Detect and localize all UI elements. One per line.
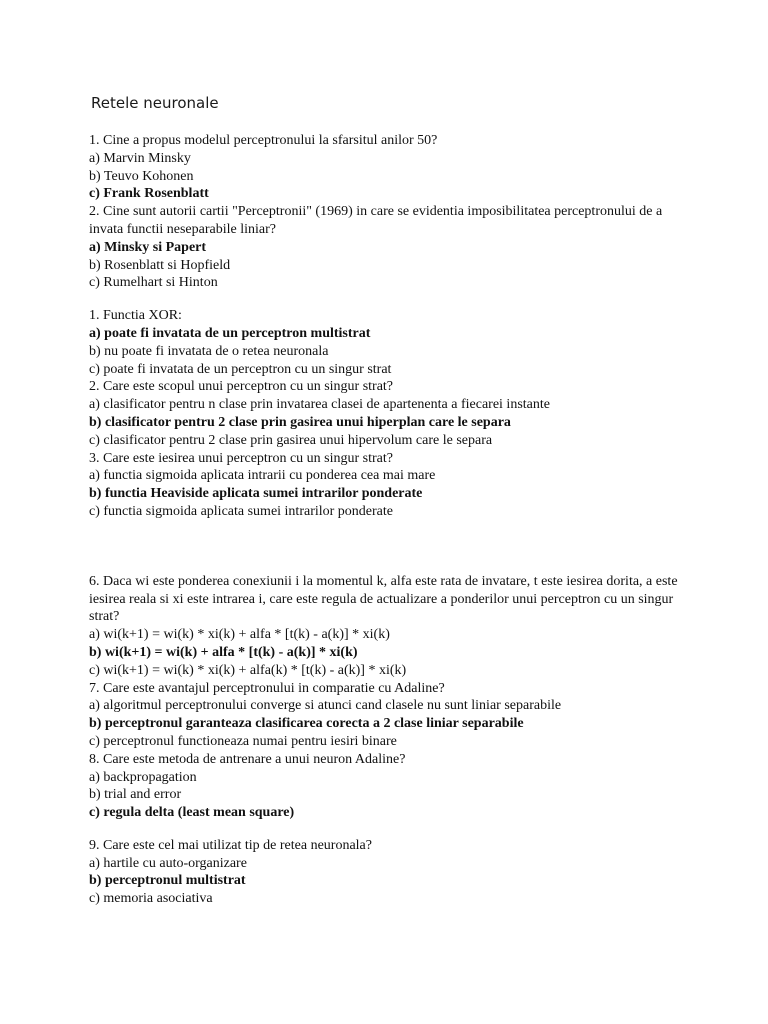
correct-answer-option: c) regula delta (least mean square) — [89, 805, 295, 821]
correct-answer-option: b) wi(k+1) = wi(k) + alfa * [t(k) - a(k)] * xi(k) — [89, 644, 358, 660]
answer-option: a) backpropagation — [89, 769, 197, 785]
answer-option: c) memoria asociativa — [89, 891, 213, 907]
correct-answer-option: a) poate fi invatata de un perceptron multistrat — [89, 325, 371, 341]
question-group — [89, 573, 689, 822]
spacer — [89, 822, 689, 837]
question-group — [89, 307, 689, 521]
correct-answer-option: c) Frank Rosenblatt — [89, 186, 209, 202]
answer-option: c) Rumelhart si Hinton — [89, 275, 218, 291]
answer-option: a) functia sigmoida aplicata intrarii cu ponderea cea mai mare — [89, 468, 436, 484]
question-group — [89, 837, 689, 908]
answer-option: b) nu poate fi invatata de o retea neuronala — [89, 343, 329, 359]
question-text: 9. Care este cel mai utilizat tip de retea neuronala? — [89, 837, 372, 853]
answer-option: c) poate fi invatata de un perceptron cu un singur strat — [89, 361, 392, 377]
correct-answer-option: b) perceptronul multistrat — [89, 873, 246, 889]
question-text: 3. Care este iesirea unui perceptron cu un singur strat? — [89, 450, 394, 466]
answer-option: c) wi(k+1) = wi(k) * xi(k) + alfa(k) * [t(k) - a(k)] * xi(k) — [89, 662, 407, 678]
answer-option: b) trial and error — [89, 787, 182, 803]
question-text: 7. Care este avantajul perceptronului in comparatie cu Adaline? — [89, 680, 445, 696]
answer-option: a) Marvin Minsky — [89, 150, 191, 166]
question-group — [89, 132, 689, 292]
correct-answer-option: b) perceptronul garanteaza clasificarea corecta a 2 clase liniar separabile — [89, 716, 524, 732]
question-text: 2. Cine sunt autorii cartii "Perceptronii" (1969) in care se evidentia imposibilitatea perceptronului de a invata functii neseparabile liniar? — [89, 204, 663, 237]
correct-answer-option: a) Minsky si Papert — [89, 239, 207, 255]
answer-option: c) functia sigmoida aplicata sumei intrarilor ponderate — [89, 503, 393, 519]
answer-option: c) perceptronul functioneaza numai pentru iesiri binare — [89, 733, 397, 749]
answer-option: a) clasificator pentru n clase prin invatarea clasei de apartenenta a fiecarei instante — [89, 397, 550, 413]
answer-option: c) clasificator pentru 2 clase prin gasirea unui hipervolum care le separa — [89, 432, 493, 448]
answer-option: a) hartile cu auto-organizare — [89, 855, 247, 871]
correct-answer-option: b) clasificator pentru 2 clase prin gasirea unui hiperplan care le separa — [89, 414, 511, 430]
answer-option: a) wi(k+1) = wi(k) * xi(k) + alfa * [t(k) - a(k)] * xi(k) — [89, 627, 390, 643]
question-text: 2. Care este scopul unui perceptron cu un singur strat? — [89, 379, 394, 395]
document-content — [89, 132, 689, 908]
question-text: 1. Functia XOR: — [89, 308, 182, 324]
question-text: 1. Cine a propus modelul perceptronului la sfarsitul anilor 50? — [89, 133, 438, 148]
answer-option: b) Rosenblatt si Hopfield — [89, 257, 231, 273]
question-text: 6. Daca wi este ponderea conexiunii i la momentul k, alfa este rata de invatare, t este iesirea dorita, a este iesirea reala si xi este intrarea i, care este regula de actualizare a ponderilor unui perceptron cu un singur strat? — [89, 573, 678, 625]
question-text: 8. Care este metoda de antrenare a unui neuron Adaline? — [89, 751, 406, 767]
answer-option: a) algoritmul perceptronului converge si atunci cand clasele nu sunt liniar separabile — [89, 698, 562, 714]
correct-answer-option: b) functia Heaviside aplicata sumei intrarilor ponderate — [89, 486, 423, 502]
page-title: Retele neuronale — [91, 94, 219, 112]
answer-option: b) Teuvo Kohonen — [89, 168, 194, 184]
spacer — [89, 521, 689, 573]
spacer — [89, 292, 689, 307]
